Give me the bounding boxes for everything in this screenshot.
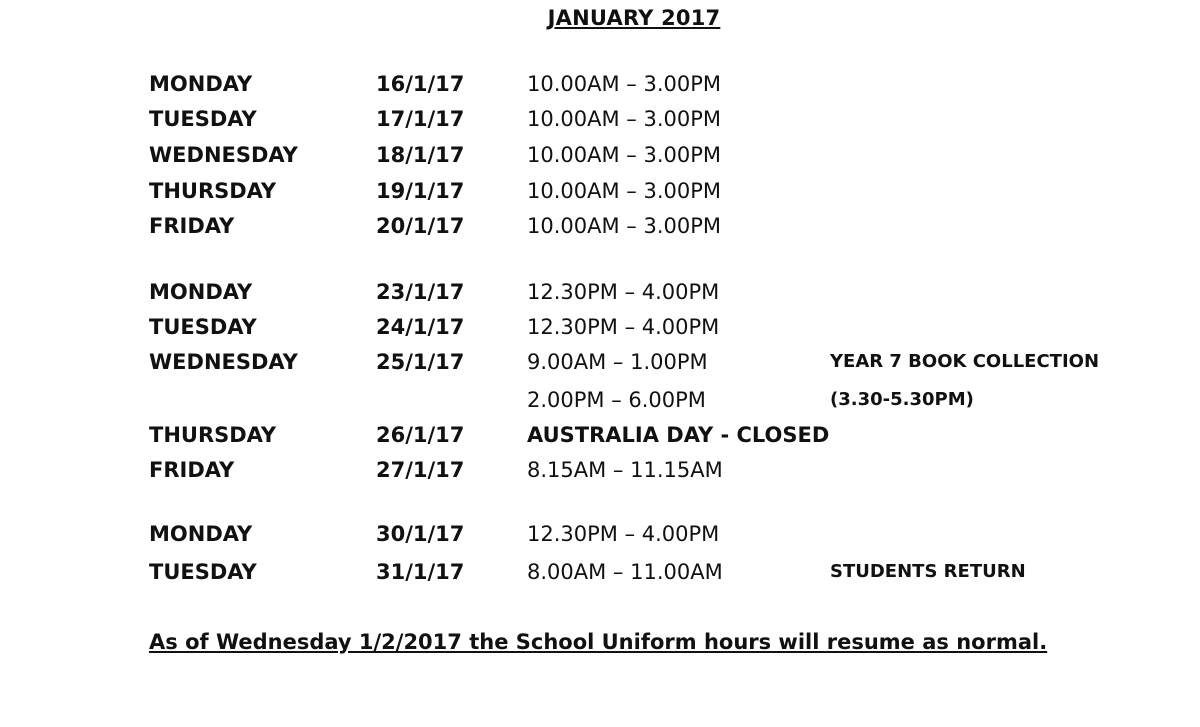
hours-label: 9.00AM – 1.00PM (527, 350, 708, 374)
schedule-row (0, 557, 1200, 587)
hours-label: 12.30PM – 4.00PM (527, 522, 720, 546)
day-label: FRIDAY (149, 214, 235, 238)
hours-label: 12.30PM – 4.00PM (527, 315, 720, 339)
day-label: THURSDAY (149, 423, 277, 447)
day-label: WEDNESDAY (149, 350, 298, 374)
schedule-row (0, 455, 1200, 485)
schedule-row (0, 69, 1200, 99)
date-label: 17/1/17 (376, 107, 465, 131)
schedule-row (0, 312, 1200, 342)
schedule-row (0, 140, 1200, 170)
hours-label: 2.00PM – 6.00PM (527, 388, 706, 412)
day-label: FRIDAY (149, 458, 235, 482)
date-label: 25/1/17 (376, 350, 465, 374)
note-label: STUDENTS RETURN (830, 561, 1026, 582)
date-label: 30/1/17 (376, 522, 465, 546)
page-title: JANUARY 2017 (547, 6, 721, 30)
date-label: 16/1/17 (376, 72, 465, 96)
day-label: TUESDAY (149, 560, 257, 584)
date-label: 20/1/17 (376, 214, 465, 238)
day-label: TUESDAY (149, 107, 257, 131)
day-label: MONDAY (149, 72, 253, 96)
schedule-row (0, 420, 1200, 450)
schedule-row (0, 519, 1200, 549)
day-label: WEDNESDAY (149, 143, 298, 167)
hours-label: 10.00AM – 3.00PM (527, 214, 721, 238)
hours-label: 10.00AM – 3.00PM (527, 107, 721, 131)
closed-label: AUSTRALIA DAY - CLOSED (527, 423, 830, 447)
day-label: THURSDAY (149, 179, 277, 203)
hours-label: 10.00AM – 3.00PM (527, 179, 721, 203)
schedule-row (0, 176, 1200, 206)
note-label: (3.30-5.30PM) (830, 389, 974, 410)
hours-label: 10.00AM – 3.00PM (527, 72, 721, 96)
date-label: 26/1/17 (376, 423, 465, 447)
schedule-row (0, 211, 1200, 241)
schedule-row (0, 104, 1200, 134)
schedule-row (0, 347, 1200, 377)
day-label: MONDAY (149, 280, 253, 304)
date-label: 23/1/17 (376, 280, 465, 304)
hours-label: 12.30PM – 4.00PM (527, 280, 720, 304)
footer-notice: As of Wednesday 1/2/2017 the School Uniform hours will resume as normal. (149, 630, 1048, 654)
date-label: 31/1/17 (376, 560, 465, 584)
schedule-row (0, 385, 1200, 415)
note-label: YEAR 7 BOOK COLLECTION (830, 351, 1100, 372)
date-label: 18/1/17 (376, 143, 465, 167)
hours-label: 8.00AM – 11.00AM (527, 560, 723, 584)
day-label: MONDAY (149, 522, 253, 546)
day-label: TUESDAY (149, 315, 257, 339)
date-label: 27/1/17 (376, 458, 465, 482)
hours-label: 8.15AM – 11.15AM (527, 458, 723, 482)
schedule-row (0, 277, 1200, 307)
date-label: 24/1/17 (376, 315, 465, 339)
date-label: 19/1/17 (376, 179, 465, 203)
hours-label: 10.00AM – 3.00PM (527, 143, 721, 167)
